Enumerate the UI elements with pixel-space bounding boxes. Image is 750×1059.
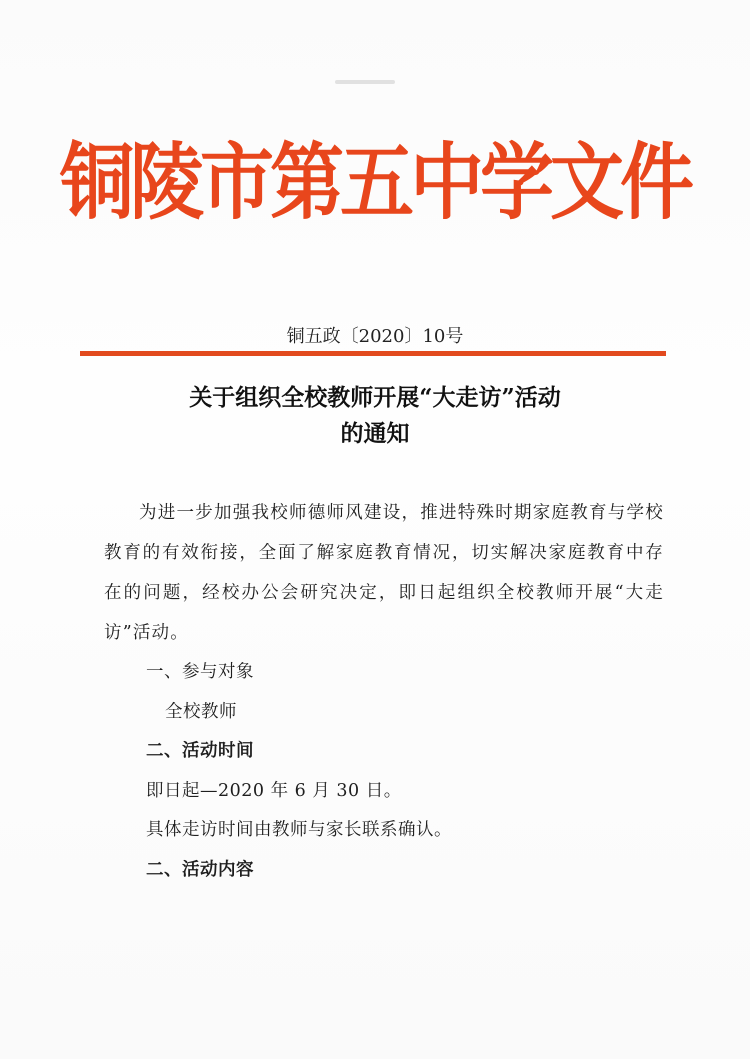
time-range: 即日起—2020 年 6 月 30 日。: [146, 781, 402, 801]
scan-artifact: [335, 80, 395, 84]
document-masthead: 铜陵市第五中学文件: [60, 134, 690, 232]
time-heading: 二、活动时间: [146, 741, 254, 761]
notice-title-line-1: 关于组织全校教师开展“大走访”活动: [189, 384, 561, 411]
red-divider-line: [80, 351, 666, 356]
notice-title-line-2: 的通知: [340, 420, 410, 447]
participants-text: 全校教师: [165, 702, 237, 722]
time-note: 具体走访时间由教师与家长联系确认。: [146, 820, 452, 840]
document-number: 铜五政〔2020〕10号: [286, 326, 464, 347]
intro-paragraph: 为进一步加强我校师德师风建设，推进特殊时期家庭教育与学校教育的有效衔接，全面了解家庭教育情况，切实解决家庭教育中存在的问题，经校办公会研究决定，即日起组织全校教师开展“大走访”活动。: [104, 503, 664, 643]
content-heading: 二、活动内容: [146, 860, 254, 880]
participants-heading: 一、参与对象: [146, 662, 254, 682]
notice-title: [0, 380, 750, 452]
